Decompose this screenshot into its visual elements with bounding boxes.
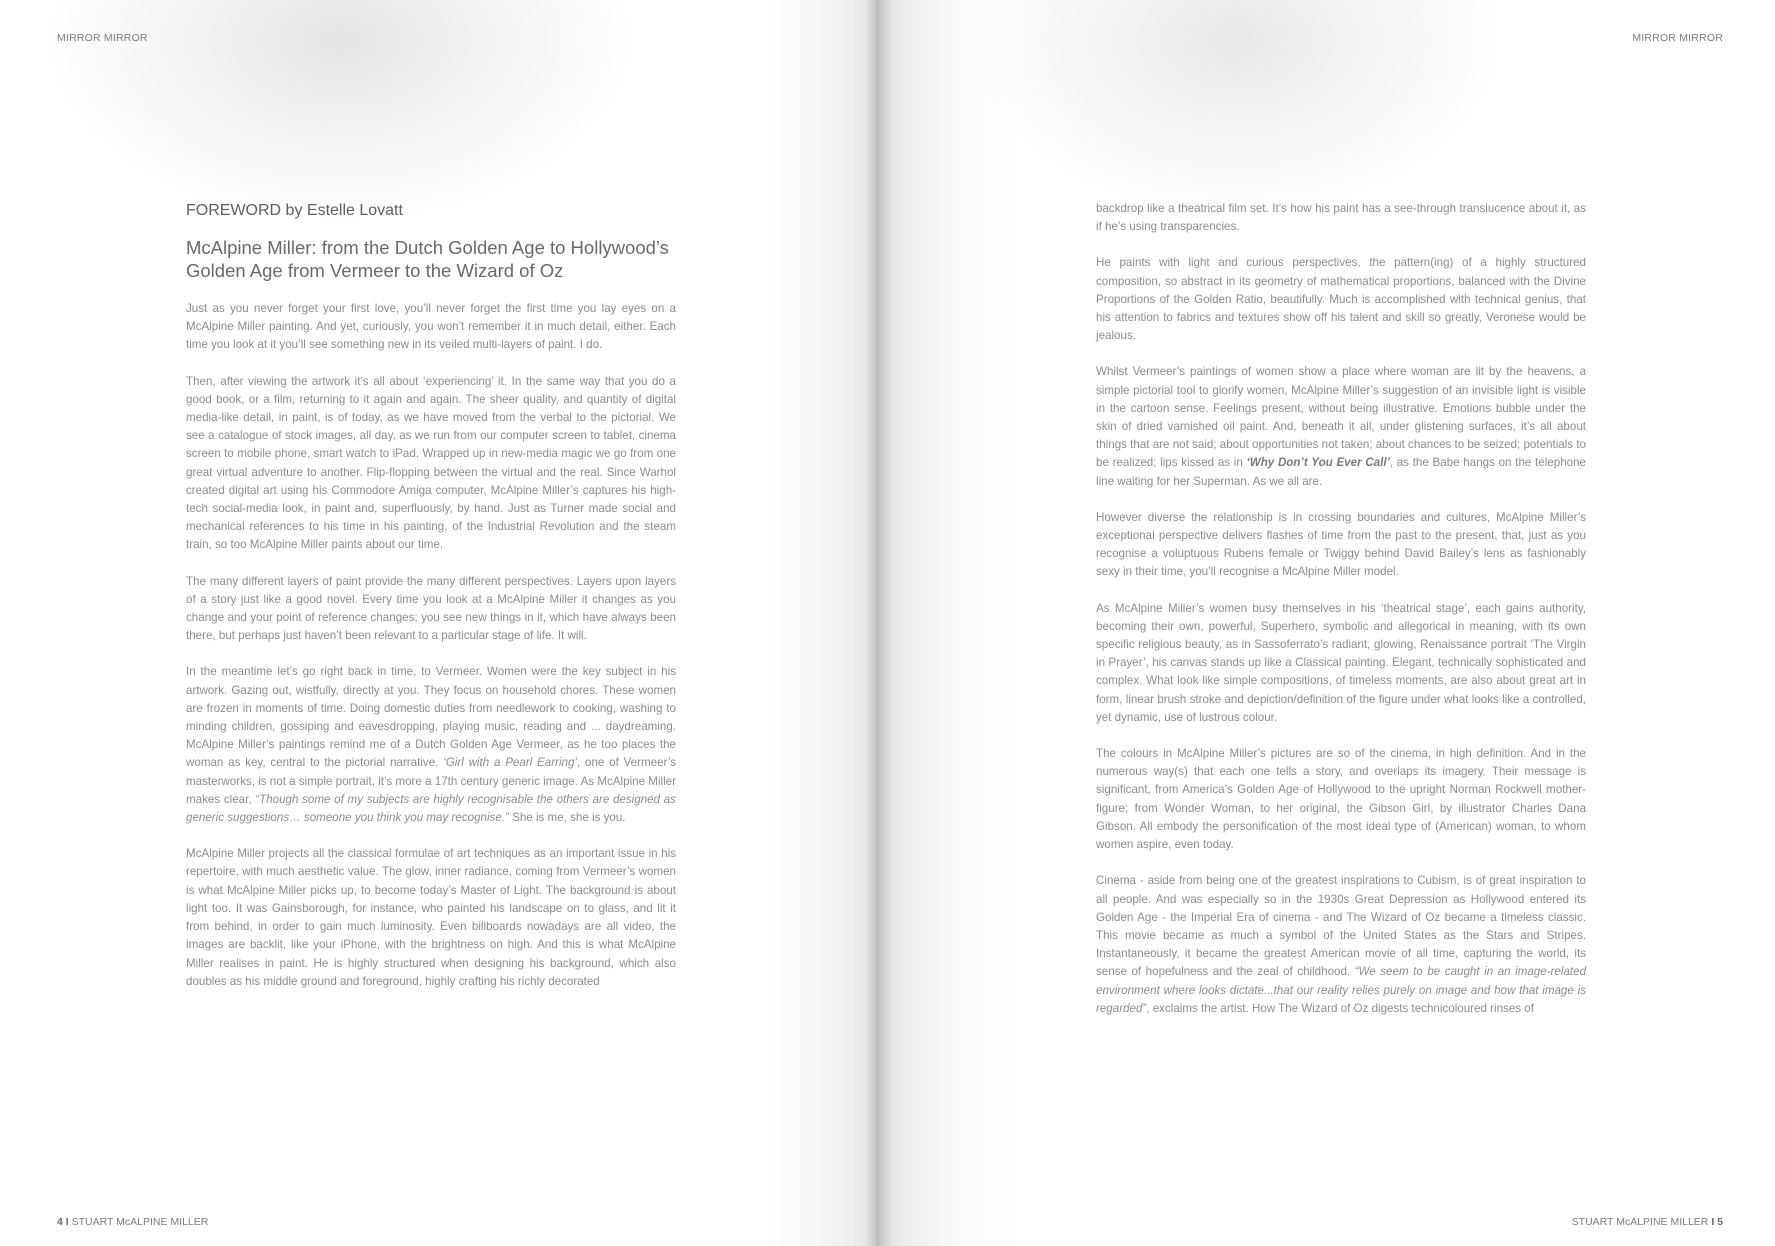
paragraph: McAlpine Miller projects all the classical formulae of art techniques as an important issue in his repertoire, with much aesthetic value. The glow, inner radiance, coming from Vermeer’s women is what McAlpine Miller picks up, to become today’s Master of Light. The background is about light too. It was Gainsborough, for instance, who painted his landscape on to glass, and lit it from behind, in order to gain much luminosity. Even billboards nowadays are all video, the images are backlit, like your iPhone, with the brightness on high. And this is what McAlpine Miller realises in paint. He is highly structured when designing his background, which also doubles as his middle ground and foreground, highly crafting his richly decorated (186, 847, 676, 988)
paragraph-text: , one of Vermeer’s masterworks, is not a simple portrait, it’s more a 17th century generic image. As McAlpine Miller makes clear, (186, 756, 676, 806)
right-page (876, 0, 1775, 1246)
paragraph-text: Whilst Vermeer’s paintings of women show a place where woman are lit by the heavens, a simple pictorial tool to glorify women, McAlpine Miller’s suggestion of an invisible light is visible in the cartoon sense. Feelings present, without being illustrative. Emotions bubble under the skin of dried varnished oil paint. And, beneath it all, under glistening surfaces, it’s all about things that are not said; about opportunities not taken; about chances to be seized; potentials to be realized; lips kissed as in (1096, 365, 1586, 470)
paragraph (186, 663, 676, 827)
text-column (186, 200, 676, 1009)
folio-separator: I (65, 1216, 69, 1228)
artist-quote: “We seem to be caught in an image-related environment where looks dictate...that our reality relies purely on image and how that image is regarded” (1096, 965, 1587, 1015)
paragraph: As McAlpine Miller’s women busy themselves in his ‘theatrical stage’, each gains authority, becoming their own, powerful, Superhero, symbolic and allegorical in meaning, with its own specific religious beauty, as in Sassoferrato’s radiant, glowing, Renaissance portrait ‘The Virgin in Prayer’, his canvas stands up like a Classical painting. Elegant, technically sophisticated and complex. What look like simple compositions, of timeless moments, are also about great art in form, linear brush stroke and depiction/definition of the figure under what looks like a controlled, yet dynamic, use of lustrous colour. (1096, 601, 1586, 724)
running-head: MIRROR MIRROR (57, 32, 148, 44)
running-head: MIRROR MIRROR (1632, 32, 1723, 44)
paragraph-text: , exclaims the artist. How The Wizard of Oz digests technicoloured rinses of (1146, 1001, 1534, 1015)
footer-text: STUART McALPINE MILLER (71, 1216, 209, 1228)
paragraph: Then, after viewing the artwork it’s all about ‘experiencing’ it. In the same way that you do a good book, or a film, returning to it again and again. The sheer quality, and quantity of digital media-like detail, in paint, is of today, as we have moved from the verbal to the pictorial. We see a catalogue of stock images, all day, as we run from our computer screen to tablet, cinema screen to mobile phone, smart watch to iPad. Wrapped up in new-media magic we go from one great virtual adventure to another. Flip-flopping between the virtual and the real. Since Warhol created digital art using his Commodore Amiga computer, McAlpine Miller’s captures his high-tech social-media look, in paint and, superfluously, by hand. Just as Turner made social and mechanical references to his time in his painting, of the Industrial Revolution and the steam train, so too McAlpine Miller paints about our time. (186, 374, 676, 552)
paragraph: However diverse the relationship is in crossing boundaries and cultures, McAlpine Miller’s exceptional perspective delivers flashes of time from the past to the present, that, just as you recognise a voluptuous Rubens female or Twiggy behind David Bailey’s lens as fashionably sexy in their time, you’ll recognise a McAlpine Miller model. (1096, 510, 1586, 579)
book-gutter-shadow (866, 0, 892, 1246)
paragraph-text: In the meantime let’s go right back in time, to Vermeer. Women were the key subject in his artwork. Gazing out, wistfully, directly at you. They focus on household chores. These women are frozen in moments of time. Doing domestic duties from needlework to cooking, washing to minding children, gossiping and eavesdropping, playing music, reading and ... daydreaming. McAlpine Miller’s paintings remind me of a Dutch Golden Age Vermeer, as he too places the woman as key, central to the pictorial narrative. (186, 665, 676, 770)
page-number: 5 (1717, 1216, 1723, 1228)
artwork-title: ‘Why Don’t You Ever Call’ (1246, 456, 1390, 470)
paragraph (1096, 363, 1586, 490)
article-headline: McAlpine Miller: from the Dutch Golden Age to Hollywood’s Golden Age from Vermeer to the Wizard of Oz (186, 237, 669, 281)
paragraph (1096, 872, 1586, 1018)
page-footer (1572, 1216, 1723, 1228)
page-number: 4 (57, 1216, 63, 1228)
paragraph: The colours in McAlpine Miller’s pictures are so of the cinema, in high definition. And in the numerous way(s) that each one tells a story, and overlaps its imagery. Their message is significant, from America’s Golden Age of Hollywood to the upright Norman Rockwell mother-figure; from Wonder Woman, to her original, the Gibson Girl, by illustrator Charles Dana Gibson. All embody the personification of the most ideal type of (American) woman, to whom women aspire, even today. (1096, 747, 1586, 852)
artist-quote: “Though some of my subjects are highly recognisable the others are designed as generic suggestions… someone you think you may recognise.” (186, 792, 676, 825)
paragraph: Just as you never forget your first love, you’ll never forget the first time you lay eyes on a McAlpine Miller painting. And yet, curiously, you won’t remember it in much detail, either. Each time you look at it you’ll see something new in its veiled multi-layers of paint. I do. (186, 302, 676, 352)
foreword-byline: FOREWORD by Estelle Lovatt (186, 202, 403, 219)
folio-separator: I (1711, 1216, 1715, 1228)
paragraph-text: , as the Babe hangs on the telephone line waiting for her Superman. As we all are. (1096, 456, 1586, 488)
paragraph-text: She is me, she is you. (508, 811, 626, 825)
footer-text: STUART McALPINE MILLER (1571, 1216, 1709, 1228)
paragraph: The many different layers of paint provide the many different perspectives. Layers upon layers of a story just like a good novel. Every time you look at a McAlpine Miller it changes as you change and your point of reference changes; you see new things in it, which have always been there, but perhaps just haven’t been relevant to a particular stage of life. It will. (186, 574, 676, 643)
paragraph: backdrop like a theatrical film set. It’s how his paint has a see-through translucence about it, as if he’s using transparencies. (1096, 202, 1586, 234)
page-footer (57, 1216, 208, 1228)
paragraph-text: Cinema - aside from being one of the greatest inspirations to Cubism, is of great inspiration to all people. And was especially so in the 1930s Great Depression as Hollywood entered its Golden Age - the Imperial Era of cinema - and The Wizard of Oz became a timeless classic. This movie became as much a symbol of the United States as the Stars and Stripes. Instantaneously, it became the greatest American movie of all time, capturing the world, its sense of hopefulness and the zeal of childhood. (1096, 874, 1586, 979)
text-column (1096, 200, 1586, 1036)
paragraph: He paints with light and curious perspectives, the pattern(ing) of a highly structured composition, so abstract in its geometry of mathematical proportions, balanced with the Divine Proportions of the Golden Ratio, beautifully. Much is accomplished with technical genius, that his attention to fabrics and textures show off his talent and skill so greatly, Veronese would be jealous. (1096, 256, 1586, 343)
left-page (0, 0, 876, 1246)
artwork-title: ‘Girl with a Pearl Earring’ (443, 756, 577, 770)
